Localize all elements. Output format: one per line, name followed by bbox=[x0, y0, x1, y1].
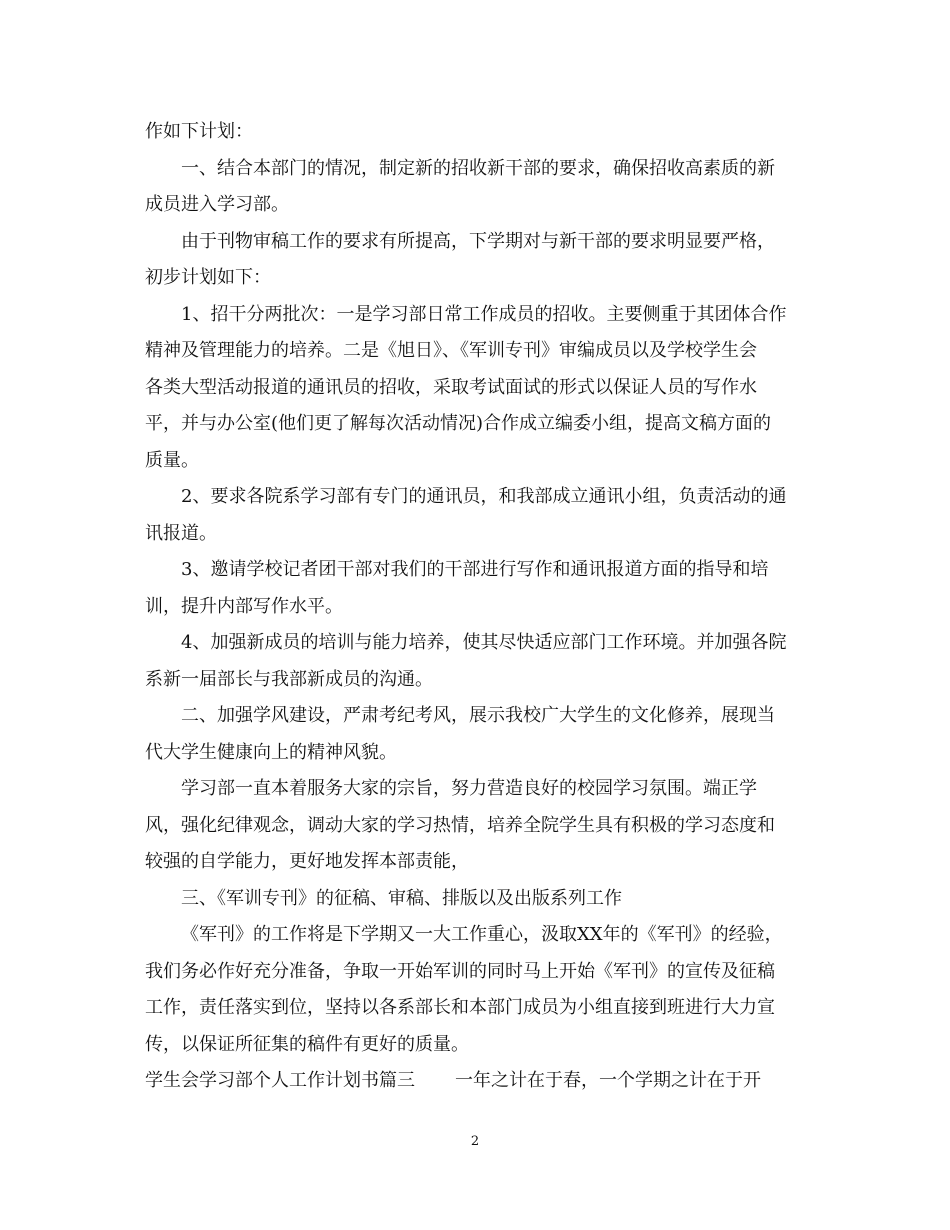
text-line: 传，以保证所征集的稿件有更好的质量。 bbox=[145, 1033, 469, 1055]
text-line: 代大学生健康向上的精神风貌。 bbox=[145, 741, 397, 763]
text-line: 作如下计划： bbox=[145, 121, 253, 142]
text-line: 系新一届部长与我部新成员的沟通。 bbox=[145, 668, 433, 690]
text-line: 2、要求各院系学习部有专门的通讯员，和我部成立通讯小组，负责活动的通 bbox=[181, 486, 787, 507]
text-line: 1、招干分两批次：一是学习部日常工作成员的招收。主要侧重于其团体合作 bbox=[181, 303, 787, 325]
text-line: 4、加强新成员的培训与能力培养，使其尽快适应部门工作环境。并加强各院 bbox=[181, 632, 787, 653]
page-number: 2 bbox=[470, 1134, 480, 1149]
text-line: 较强的自学能力，更好地发挥本部责能， bbox=[145, 851, 469, 872]
text-line: 质量。 bbox=[145, 449, 199, 471]
text-line: 训，提升内部写作水平。 bbox=[145, 595, 343, 617]
text-line: 讯报道。 bbox=[145, 522, 217, 544]
text-line: 我们务必作好充分准备，争取一开始军训的同时马上开始《军刊》的宣传及征稿 bbox=[145, 960, 775, 982]
section-title: 学生会学习部个人工作计划书篇三 bbox=[145, 1070, 415, 1091]
text-line: 平，并与办公室(他们更了解每次活动情况)合作成立编委小组，提高文稿方面的 bbox=[145, 413, 772, 434]
text-line: 3、邀请学校记者团干部对我们的干部进行写作和通讯报道方面的指导和培 bbox=[181, 559, 769, 580]
text-line: 二、加强学风建设，严肃考纪考风，展示我校广大学生的文化修养，展现当 bbox=[181, 705, 775, 726]
text-line: 工作，责任落实到位，坚持以各系部长和本部门成员为小组直接到班进行大力宣 bbox=[145, 997, 775, 1018]
text-line: 一、结合本部门的情况，制定新的招收新干部的要求，确保招收高素质的新 bbox=[181, 157, 775, 179]
text-line: 《军刊》的工作将是下学期又一大工作重心，汲取XX年的《军刊》的经验， bbox=[181, 924, 783, 945]
text-line: 各类大型活动报道的通讯员的招收，采取考试面试的形式以保证人员的写作水 bbox=[145, 376, 757, 398]
section-text: 一年之计在于春，一个学期之计在于开 bbox=[455, 1070, 761, 1091]
text-line: 学习部一直本着服务大家的宗旨，努力营造良好的校园学习氛围。端正学 bbox=[181, 778, 757, 799]
text-line: 风，强化纪律观念，调动大家的学习热情，培养全院学生具有积极的学习态度和 bbox=[145, 814, 775, 836]
document-body bbox=[145, 114, 817, 1100]
section-heading-line bbox=[145, 1063, 817, 1100]
text-line: 三、《军训专刊》的征稿、审稿、排版以及出版系列工作 bbox=[181, 887, 622, 909]
text-line: 由于刊物审稿工作的要求有所提高，下学期对与新干部的要求明显要严格， bbox=[181, 230, 775, 252]
text-line: 精神及管理能力的培养。二是《旭日》、《军训专刊》审编成员以及学校学生会 bbox=[145, 340, 757, 361]
text-line: 初步计划如下： bbox=[145, 267, 271, 288]
text-line: 成员进入学习部。 bbox=[145, 194, 289, 215]
